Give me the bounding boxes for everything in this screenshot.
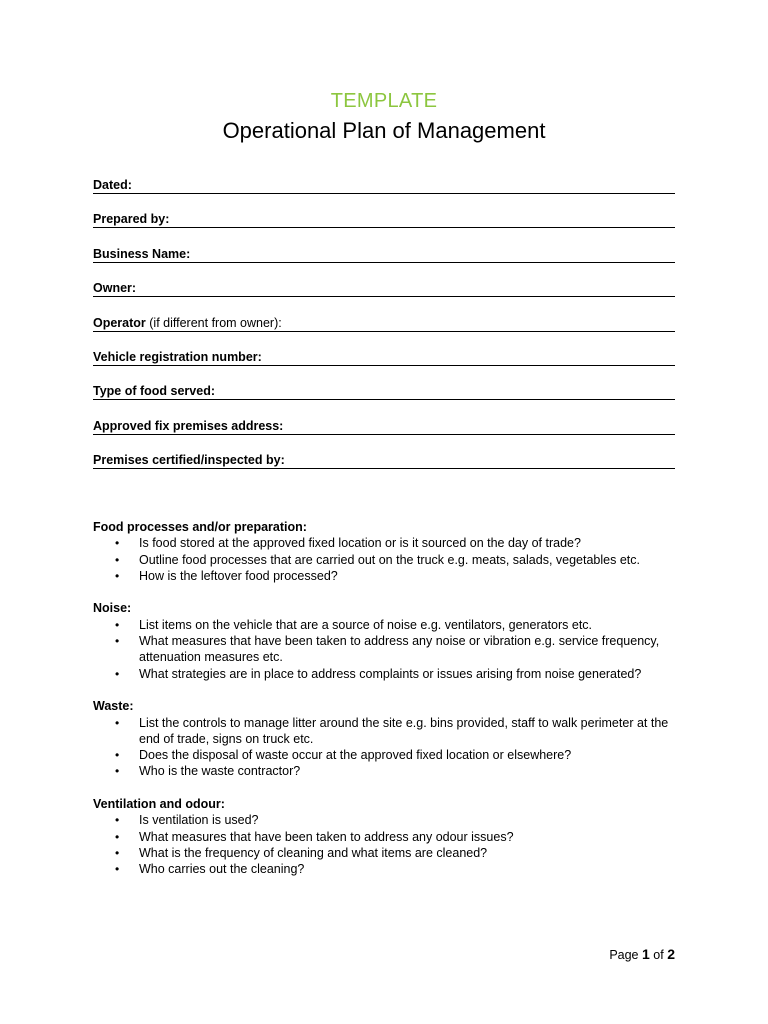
plan-section [93, 698, 683, 779]
of-word: of [653, 948, 664, 962]
bullet-icon: • [115, 845, 120, 860]
bullet-text: Is food stored at the approved fixed location or is it sourced on the day of trade? [139, 536, 581, 551]
plan-section [93, 796, 683, 877]
form-field-line[interactable] [93, 411, 675, 435]
list-item [93, 763, 683, 779]
list-item [93, 552, 683, 568]
list-item [93, 829, 683, 845]
form-field-label: Prepared by: [93, 212, 170, 227]
total-page-number: 2 [667, 946, 675, 962]
list-item [93, 715, 683, 748]
current-page-number: 1 [642, 946, 650, 962]
bullet-list [93, 535, 683, 584]
bullet-icon: • [115, 552, 120, 567]
bullet-text: Does the disposal of waste occur at the approved fixed location or elsewhere? [139, 748, 572, 763]
bullet-text: What measures that have been taken to address any odour issues? [139, 829, 514, 844]
bullet-text: Outline food processes that are carried out on the truck e.g. meats, salads, vegetables etc. [139, 552, 640, 567]
bullet-text: List the controls to manage litter around the site e.g. bins provided, staff to walk perimeter at the end of trade, signs on truck etc. [139, 715, 669, 746]
bullet-icon: • [115, 568, 120, 583]
form-field-label: Approved fix premises address: [93, 418, 284, 433]
section-heading: Ventilation and odour: [93, 797, 225, 812]
list-item [93, 666, 683, 682]
list-item [93, 861, 683, 877]
bullet-icon: • [115, 617, 120, 632]
form-field-line[interactable] [93, 239, 675, 263]
page-number-footer [609, 946, 675, 962]
form-field-label: Vehicle registration number: [93, 349, 262, 364]
bullet-icon: • [115, 764, 120, 779]
form-field-line[interactable] [93, 376, 675, 400]
bullet-icon: • [115, 829, 120, 844]
form-field-label: Dated: [93, 178, 132, 192]
form-field-label: Owner: [93, 281, 137, 296]
bullet-icon: • [115, 813, 120, 828]
form-field-label: Operator [93, 315, 146, 330]
form-field-line[interactable] [93, 342, 675, 366]
list-item [93, 747, 683, 763]
list-item [93, 568, 683, 584]
list-item [93, 845, 683, 861]
bullet-icon: • [115, 666, 120, 681]
document-title: Operational Plan of Management [222, 118, 546, 143]
section-heading: Noise: [93, 601, 132, 616]
plan-sections [93, 519, 683, 894]
form-field-line[interactable] [93, 273, 675, 297]
bullet-text: What is the frequency of cleaning and what items are cleaned? [139, 845, 488, 860]
form-field-label: Premises certified/inspected by: [93, 453, 285, 468]
list-item [93, 617, 683, 633]
bullet-text: Who carries out the cleaning? [139, 862, 305, 877]
form-fields [93, 170, 675, 480]
bullet-icon: • [115, 862, 120, 877]
bullet-text: What strategies are in place to address complaints or issues arising from noise generated? [139, 666, 642, 681]
list-item [93, 812, 683, 828]
plan-section [93, 519, 683, 584]
form-field-line[interactable] [93, 445, 675, 469]
bullet-text: How is the leftover food processed? [139, 568, 338, 583]
bullet-icon: • [115, 748, 120, 763]
form-field-line[interactable] [93, 170, 675, 194]
form-field-line[interactable] [93, 308, 675, 332]
bullet-list [93, 715, 683, 780]
bullet-list [93, 617, 683, 682]
bullet-icon: • [115, 715, 120, 730]
page-word: Page [609, 948, 639, 962]
form-field-note: (if different from owner): [145, 315, 282, 330]
list-item [93, 535, 683, 551]
list-item [93, 633, 683, 666]
bullet-text: Is ventilation is used? [139, 813, 259, 828]
form-field-label: Type of food served: [93, 384, 216, 399]
bullet-list [93, 812, 683, 877]
form-field-line[interactable] [93, 204, 675, 228]
bullet-text: What measures that have been taken to address any noise or vibration e.g. service frequency, attenuation measures etc. [139, 634, 660, 665]
form-field-label: Business Name: [93, 246, 191, 261]
plan-section [93, 600, 683, 681]
section-heading: Food processes and/or preparation: [93, 520, 307, 534]
section-heading: Waste: [93, 699, 134, 714]
bullet-icon: • [115, 634, 120, 649]
template-label: TEMPLATE [330, 90, 438, 112]
bullet-text: List items on the vehicle that are a source of noise e.g. ventilators, generators etc. [139, 617, 593, 632]
bullet-text: Who is the waste contractor? [139, 764, 301, 779]
bullet-icon: • [115, 536, 120, 551]
